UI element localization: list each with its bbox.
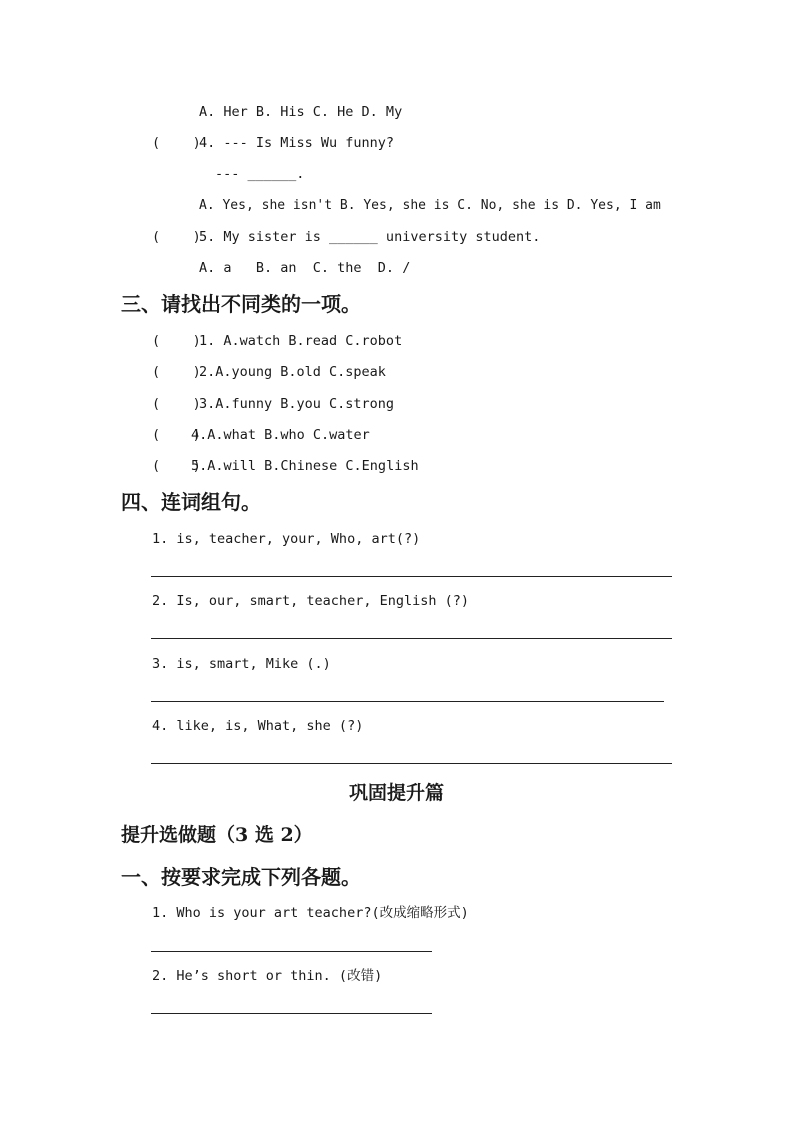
s4-item3-answer-line[interactable] — [151, 701, 664, 702]
section4-title: 四、连词组句。 — [121, 490, 261, 514]
s4-item3: 3. is, smart, Mike (.) — [152, 656, 331, 672]
part2-section1-title: 一、按要求完成下列各题。 — [121, 865, 361, 889]
s3-item2-text: 2.A.young B.old C.speak — [199, 364, 386, 380]
section3-title: 三、请找出不同类的一项。 — [121, 292, 361, 316]
s4-item2: 2. Is, our, smart, teacher, English (?) — [152, 593, 469, 609]
s4-item4: 4. like, is, What, she (?) — [152, 718, 364, 734]
s3-item4-paren[interactable]: ( ) — [152, 427, 201, 443]
s3-item2-paren[interactable]: ( ) — [152, 364, 201, 380]
s4-item1: 1. is, teacher, your, Who, art(?) — [152, 531, 421, 547]
q4-answer-line: --- ______. — [215, 166, 305, 182]
s3-item4-text: 4.A.what B.who C.water — [191, 427, 370, 443]
q3-options: A. Her B. His C. He D. My — [199, 104, 403, 120]
s3-item5-text: 5.A.will B.Chinese C.English — [191, 458, 419, 474]
p2-item1: 1. Who is your art teacher?(改成缩略形式) — [152, 905, 469, 921]
part2-title: 巩固提升篇 — [348, 782, 444, 804]
s4-item4-answer-line[interactable] — [151, 763, 672, 764]
part2-subtitle: 提升选做题（3 选 2） — [121, 824, 313, 846]
s4-item1-answer-line[interactable] — [151, 576, 672, 577]
q5-answer-paren[interactable]: ( ) — [152, 229, 201, 245]
s3-item3-text: 3.A.funny B.you C.strong — [199, 396, 395, 412]
p2-item2: 2. He’s short or thin. (改错) — [152, 968, 383, 984]
s3-item5-paren[interactable]: ( ) — [152, 458, 201, 474]
s3-item1-paren[interactable]: ( ) — [152, 333, 201, 349]
s3-item1-text: 1. A.watch B.read C.robot — [199, 333, 403, 349]
s3-item3-paren[interactable]: ( ) — [152, 396, 201, 412]
q4-answer-paren[interactable]: ( ) — [152, 135, 201, 151]
q5-question: 5. My sister is ______ university student. — [199, 229, 541, 245]
p2-item1-answer-line[interactable] — [151, 951, 432, 952]
s4-item2-answer-line[interactable] — [151, 638, 672, 639]
q4-question: 4. --- Is Miss Wu funny? — [199, 135, 395, 151]
q5-options: A. a B. an C. the D. / — [199, 260, 411, 276]
q4-options: A. Yes, she isn't B. Yes, she is C. No, she is D. Yes, I am — [199, 198, 661, 213]
p2-item2-answer-line[interactable] — [151, 1013, 432, 1014]
